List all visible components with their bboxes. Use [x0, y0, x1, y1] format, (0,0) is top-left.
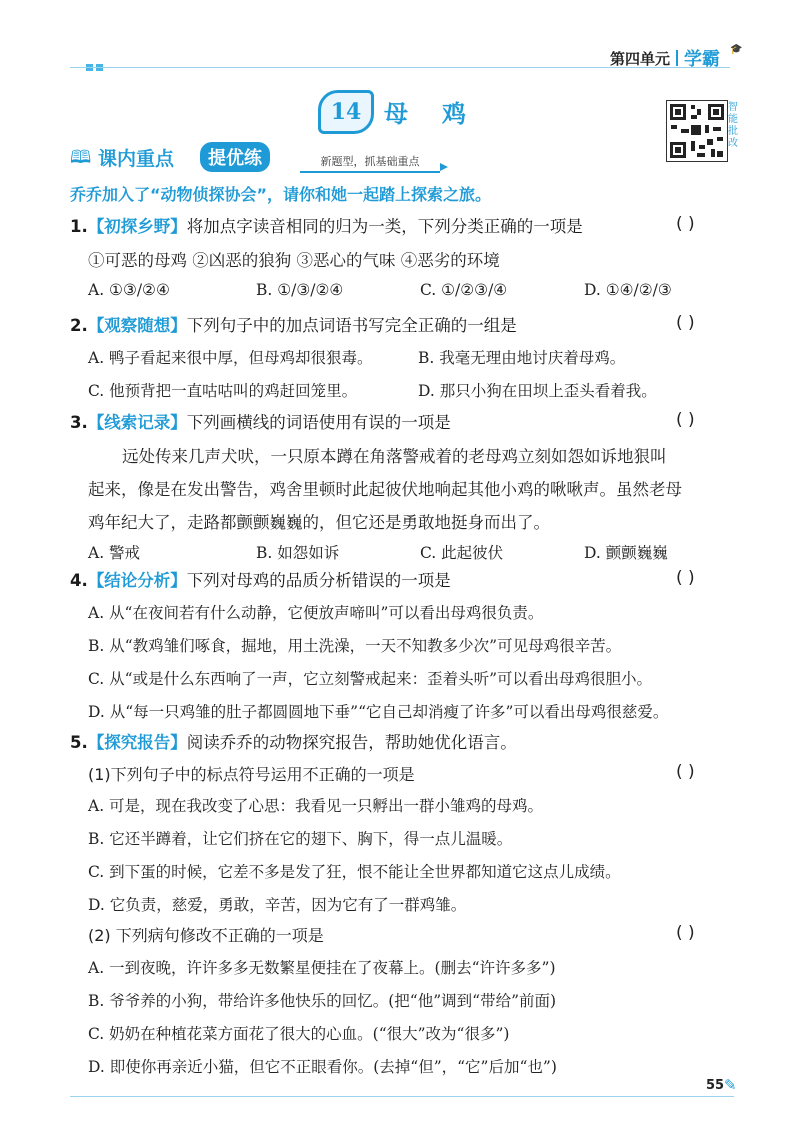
question-1-stem: 1.【初探乡野】将加点字读音相同的归为一类，下列分类正确的一项是	[70, 217, 583, 236]
question-3-answer-blank[interactable]: ( )	[676, 410, 695, 430]
question-5-sub-1: (1)下列句子中的标点符号运用不正确的一项是	[88, 765, 415, 784]
question-5-1-option-b[interactable]: B. 它还半蹲着，让它们挤在它的翅下、胸下，得一点儿温暖。	[88, 830, 513, 848]
question-2-option-a[interactable]: A. 鸭子看起来很中厚，但母鸡却很狠毒。	[88, 349, 373, 367]
question-5-2-option-a[interactable]: A. 一到夜晚，许许多多无数繁星便挂在了夜幕上。(删去“许许多多”)	[88, 959, 556, 977]
question-3-option-a[interactable]: A. 警戒	[88, 544, 141, 562]
book-icon: 🕮	[70, 147, 92, 168]
section-badge: 提优练	[200, 142, 270, 172]
question-5-2-option-d[interactable]: D. 即使你再亲近小猫，但它不正眼看你。(去掉“但”，“它”后加“也”)	[88, 1058, 557, 1076]
lesson-title: 母鸡	[384, 100, 500, 128]
passage-line-2: 起来，像是在发出警告，鸡舍里顿时此起彼伏地响起其他小鸡的啾啾声。虽然老母	[88, 480, 682, 499]
question-2-stem: 2.【观察随想】下列句子中的加点词语书写完全正确的一组是	[70, 316, 517, 335]
graduation-cap-icon: 🎓	[730, 44, 743, 55]
question-2-answer-blank[interactable]: ( )	[676, 313, 695, 333]
question-2-option-c[interactable]: C. 他预背把一直咕咕叫的鸡赶回笼里。	[88, 382, 358, 400]
question-5-stem: 5.【探究报告】阅读乔乔的动物探究报告，帮助她优化语言。	[70, 733, 517, 752]
brand-logo: 学霸	[684, 49, 720, 70]
question-1-option-b[interactable]: B. ①/③/②④	[256, 281, 344, 299]
question-3-option-b[interactable]: B. 如怨如诉	[256, 544, 340, 562]
page-number: 55	[706, 1078, 725, 1093]
question-1-answer-blank[interactable]: ( )	[676, 214, 695, 234]
unit-label: 第四单元	[610, 50, 671, 68]
pencil-icon: ✎	[724, 1076, 737, 1094]
passage-line-1: 远处传来几声犬吠，一只原本蹲在角落警戒着的老母鸡立刻如怨如诉地狠叫	[122, 447, 667, 466]
question-1-option-a[interactable]: A. ①③/②④	[88, 281, 170, 299]
section-title: 课内重点	[98, 148, 175, 170]
question-2-option-d[interactable]: D. 那只小狗在田坝上歪头看着我。	[418, 382, 657, 400]
question-5-1-option-d[interactable]: D. 它负责，慈爱，勇敢，辛苦，因为它有了一群鸡雏。	[88, 896, 467, 914]
question-3-option-c[interactable]: C. 此起彼伏	[420, 544, 504, 562]
passage-line-3: 鸡年纪大了，走路都颤颤巍巍的，但它还是勇敢地挺身而出了。	[88, 513, 550, 532]
question-5-2-option-c[interactable]: C. 奶奶在种植花菜方面花了很大的心血。(“很大”改为“很多”)	[88, 1025, 510, 1043]
question-4-option-b[interactable]: B. 从“教鸡雏们啄食，掘地，用土洗澡，一天不知教多少次”可见母鸡很辛苦。	[88, 637, 622, 655]
qr-caption: 智能批改	[728, 102, 738, 149]
question-5-sub-2: (2) 下列病句修改不正确的一项是	[88, 926, 324, 945]
question-3-stem: 3.【线索记录】下列画横线的词语使用有误的一项是	[70, 413, 451, 432]
question-4-stem: 4.【结论分析】下列对母鸡的品质分析错误的一项是	[70, 571, 451, 590]
question-5-sub-1-answer-blank[interactable]: ( )	[676, 762, 695, 782]
question-5-1-option-a[interactable]: A. 可是，现在我改变了心思：我看见一只孵出一群小雏鸡的母鸡。	[88, 797, 544, 815]
section-subtitle: 新题型，抓基础重点	[300, 153, 440, 173]
question-4-answer-blank[interactable]: ( )	[676, 568, 695, 588]
qr-code-icon[interactable]	[666, 100, 728, 162]
intro-text: 乔乔加入了“动物侦探协会”，请你和她一起踏上探索之旅。	[70, 185, 492, 204]
question-1-option-d[interactable]: D. ①④/②/③	[584, 281, 672, 299]
question-3-option-d[interactable]: D. 颤颤巍巍	[584, 544, 668, 562]
header-separator	[676, 50, 678, 66]
question-4-option-c[interactable]: C. 从“或是什么东西响了一声，它立刻警戒起来：歪着头听”可以看出母鸡很胆小。	[88, 670, 653, 688]
question-5-sub-2-answer-blank[interactable]: ( )	[676, 923, 695, 943]
question-5-1-option-c[interactable]: C. 到下蛋的时候，它差不多是发了狂，恨不能让全世界都知道它这点儿成绩。	[88, 863, 621, 881]
footer-rule	[70, 1096, 734, 1097]
header-decoration	[86, 56, 106, 75]
question-1-items: ①可恶的母鸡 ②凶恶的狼狗 ③恶心的气味 ④恶劣的环境	[88, 251, 500, 270]
question-2-option-b[interactable]: B. 我毫无理由地讨庆着母鸡。	[418, 349, 626, 367]
question-4-option-a[interactable]: A. 从“在夜间若有什么动静，它便放声啼叫”可以看出母鸡很负责。	[88, 604, 544, 622]
question-4-option-d[interactable]: D. 从“每一只鸡雏的肚子都圆圆地下垂”“它自己却消瘦了许多”可以看出母鸡很慈爱。	[88, 703, 669, 721]
lesson-number-badge: 14	[318, 90, 374, 134]
question-5-2-option-b[interactable]: B. 爷爷养的小狗，带给许多他快乐的回忆。(把“他”调到“带给”前面)	[88, 992, 557, 1010]
subtitle-arrow	[440, 163, 448, 171]
question-1-option-c[interactable]: C. ①/②③/④	[420, 281, 508, 299]
